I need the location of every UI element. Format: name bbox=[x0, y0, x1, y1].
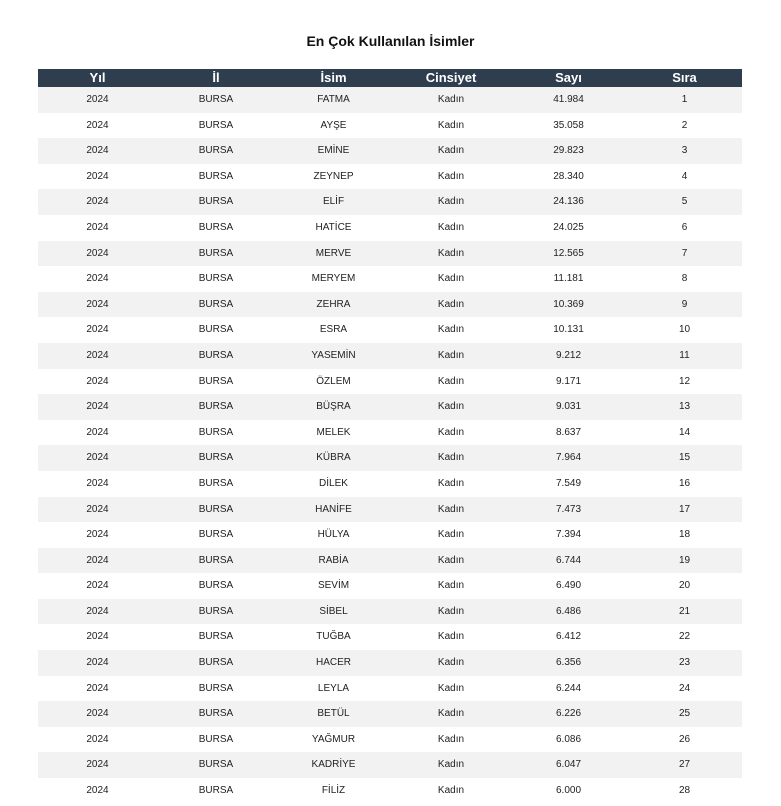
count-cell: 6.490 bbox=[510, 573, 627, 599]
city-cell: BURSA bbox=[157, 497, 275, 523]
name-cell: BÜŞRA bbox=[275, 394, 392, 420]
name-cell: ESRA bbox=[275, 317, 392, 343]
name-cell: HACER bbox=[275, 650, 392, 676]
gender-cell: Kadın bbox=[392, 727, 510, 753]
column-header-name: İsim bbox=[275, 69, 392, 87]
city-cell: BURSA bbox=[157, 650, 275, 676]
city-cell: BURSA bbox=[157, 317, 275, 343]
gender-cell: Kadın bbox=[392, 343, 510, 369]
column-header-city: İl bbox=[157, 69, 275, 87]
table-row bbox=[38, 369, 742, 395]
city-cell: BURSA bbox=[157, 676, 275, 702]
gender-cell: Kadın bbox=[392, 138, 510, 164]
gender-cell: Kadın bbox=[392, 394, 510, 420]
table-row bbox=[38, 138, 742, 164]
city-cell: BURSA bbox=[157, 394, 275, 420]
gender-cell: Kadın bbox=[392, 420, 510, 446]
year-cell: 2024 bbox=[38, 727, 157, 753]
table-row bbox=[38, 676, 742, 702]
rank-cell: 6 bbox=[627, 215, 742, 241]
city-cell: BURSA bbox=[157, 292, 275, 318]
year-cell: 2024 bbox=[38, 650, 157, 676]
table-row bbox=[38, 701, 742, 727]
year-cell: 2024 bbox=[38, 445, 157, 471]
year-cell: 2024 bbox=[38, 752, 157, 778]
rank-cell: 13 bbox=[627, 394, 742, 420]
table-header bbox=[38, 69, 742, 87]
table-row bbox=[38, 189, 742, 215]
year-cell: 2024 bbox=[38, 87, 157, 113]
gender-cell: Kadın bbox=[392, 778, 510, 804]
gender-cell: Kadın bbox=[392, 369, 510, 395]
gender-cell: Kadın bbox=[392, 215, 510, 241]
page-title: En Çok Kullanılan İsimler bbox=[306, 33, 475, 49]
rank-cell: 25 bbox=[627, 701, 742, 727]
year-cell: 2024 bbox=[38, 113, 157, 139]
count-cell: 9.171 bbox=[510, 369, 627, 395]
table-row bbox=[38, 548, 742, 574]
rank-cell: 20 bbox=[627, 573, 742, 599]
table-row bbox=[38, 650, 742, 676]
table-row bbox=[38, 471, 742, 497]
count-cell: 9.212 bbox=[510, 343, 627, 369]
count-cell: 6.226 bbox=[510, 701, 627, 727]
table-row bbox=[38, 522, 742, 548]
year-cell: 2024 bbox=[38, 292, 157, 318]
gender-cell: Kadın bbox=[392, 445, 510, 471]
gender-cell: Kadın bbox=[392, 292, 510, 318]
city-cell: BURSA bbox=[157, 215, 275, 241]
count-cell: 11.181 bbox=[510, 266, 627, 292]
names-table bbox=[38, 69, 742, 804]
table-row bbox=[38, 394, 742, 420]
city-cell: BURSA bbox=[157, 701, 275, 727]
count-cell: 35.058 bbox=[510, 113, 627, 139]
city-cell: BURSA bbox=[157, 420, 275, 446]
count-cell: 10.369 bbox=[510, 292, 627, 318]
rank-cell: 3 bbox=[627, 138, 742, 164]
rank-cell: 11 bbox=[627, 343, 742, 369]
table-row bbox=[38, 266, 742, 292]
name-cell: HÜLYA bbox=[275, 522, 392, 548]
count-cell: 12.565 bbox=[510, 241, 627, 267]
count-cell: 6.047 bbox=[510, 752, 627, 778]
name-cell: BETÜL bbox=[275, 701, 392, 727]
rank-cell: 14 bbox=[627, 420, 742, 446]
name-cell: FATMA bbox=[275, 87, 392, 113]
city-cell: BURSA bbox=[157, 241, 275, 267]
rank-cell: 5 bbox=[627, 189, 742, 215]
table-header-row bbox=[38, 69, 742, 87]
table-body bbox=[38, 87, 742, 804]
city-cell: BURSA bbox=[157, 778, 275, 804]
gender-cell: Kadın bbox=[392, 752, 510, 778]
column-header-year: Yıl bbox=[38, 69, 157, 87]
rank-cell: 22 bbox=[627, 624, 742, 650]
name-cell: FİLİZ bbox=[275, 778, 392, 804]
name-cell: ELİF bbox=[275, 189, 392, 215]
gender-cell: Kadın bbox=[392, 624, 510, 650]
count-cell: 24.025 bbox=[510, 215, 627, 241]
count-cell: 6.486 bbox=[510, 599, 627, 625]
year-cell: 2024 bbox=[38, 573, 157, 599]
gender-cell: Kadın bbox=[392, 650, 510, 676]
city-cell: BURSA bbox=[157, 624, 275, 650]
city-cell: BURSA bbox=[157, 445, 275, 471]
city-cell: BURSA bbox=[157, 138, 275, 164]
rank-cell: 28 bbox=[627, 778, 742, 804]
count-cell: 6.000 bbox=[510, 778, 627, 804]
year-cell: 2024 bbox=[38, 369, 157, 395]
rank-cell: 7 bbox=[627, 241, 742, 267]
name-cell: TUĞBA bbox=[275, 624, 392, 650]
rank-cell: 18 bbox=[627, 522, 742, 548]
count-cell: 6.244 bbox=[510, 676, 627, 702]
year-cell: 2024 bbox=[38, 189, 157, 215]
year-cell: 2024 bbox=[38, 778, 157, 804]
name-cell: HATİCE bbox=[275, 215, 392, 241]
year-cell: 2024 bbox=[38, 138, 157, 164]
count-cell: 9.031 bbox=[510, 394, 627, 420]
name-cell: SEVİM bbox=[275, 573, 392, 599]
table-row bbox=[38, 778, 742, 804]
year-cell: 2024 bbox=[38, 599, 157, 625]
city-cell: BURSA bbox=[157, 343, 275, 369]
year-cell: 2024 bbox=[38, 624, 157, 650]
name-cell: ÖZLEM bbox=[275, 369, 392, 395]
count-cell: 8.637 bbox=[510, 420, 627, 446]
name-cell: EMİNE bbox=[275, 138, 392, 164]
year-cell: 2024 bbox=[38, 676, 157, 702]
count-cell: 24.136 bbox=[510, 189, 627, 215]
rank-cell: 9 bbox=[627, 292, 742, 318]
gender-cell: Kadın bbox=[392, 317, 510, 343]
table-row bbox=[38, 445, 742, 471]
year-cell: 2024 bbox=[38, 266, 157, 292]
count-cell: 7.549 bbox=[510, 471, 627, 497]
city-cell: BURSA bbox=[157, 752, 275, 778]
name-cell: MELEK bbox=[275, 420, 392, 446]
city-cell: BURSA bbox=[157, 599, 275, 625]
table-row bbox=[38, 420, 742, 446]
year-cell: 2024 bbox=[38, 548, 157, 574]
gender-cell: Kadın bbox=[392, 164, 510, 190]
rank-cell: 15 bbox=[627, 445, 742, 471]
name-cell: YASEMİN bbox=[275, 343, 392, 369]
name-cell: RABİA bbox=[275, 548, 392, 574]
year-cell: 2024 bbox=[38, 497, 157, 523]
name-cell: YAĞMUR bbox=[275, 727, 392, 753]
city-cell: BURSA bbox=[157, 548, 275, 574]
gender-cell: Kadın bbox=[392, 113, 510, 139]
year-cell: 2024 bbox=[38, 215, 157, 241]
year-cell: 2024 bbox=[38, 471, 157, 497]
rank-cell: 8 bbox=[627, 266, 742, 292]
city-cell: BURSA bbox=[157, 522, 275, 548]
name-cell: KÜBRA bbox=[275, 445, 392, 471]
count-cell: 7.964 bbox=[510, 445, 627, 471]
name-cell: LEYLA bbox=[275, 676, 392, 702]
city-cell: BURSA bbox=[157, 471, 275, 497]
rank-cell: 21 bbox=[627, 599, 742, 625]
year-cell: 2024 bbox=[38, 317, 157, 343]
table-row bbox=[38, 87, 742, 113]
year-cell: 2024 bbox=[38, 241, 157, 267]
name-cell: HANİFE bbox=[275, 497, 392, 523]
city-cell: BURSA bbox=[157, 727, 275, 753]
rank-cell: 4 bbox=[627, 164, 742, 190]
city-cell: BURSA bbox=[157, 573, 275, 599]
year-cell: 2024 bbox=[38, 420, 157, 446]
table-row bbox=[38, 215, 742, 241]
city-cell: BURSA bbox=[157, 369, 275, 395]
name-cell: KADRİYE bbox=[275, 752, 392, 778]
column-header-gender: Cinsiyet bbox=[392, 69, 510, 87]
count-cell: 7.473 bbox=[510, 497, 627, 523]
city-cell: BURSA bbox=[157, 164, 275, 190]
gender-cell: Kadın bbox=[392, 241, 510, 267]
rank-cell: 2 bbox=[627, 113, 742, 139]
table-row bbox=[38, 343, 742, 369]
name-cell: MERYEM bbox=[275, 266, 392, 292]
name-cell: AYŞE bbox=[275, 113, 392, 139]
table-row bbox=[38, 727, 742, 753]
count-cell: 41.984 bbox=[510, 87, 627, 113]
year-cell: 2024 bbox=[38, 343, 157, 369]
rank-cell: 19 bbox=[627, 548, 742, 574]
city-cell: BURSA bbox=[157, 87, 275, 113]
gender-cell: Kadın bbox=[392, 522, 510, 548]
city-cell: BURSA bbox=[157, 113, 275, 139]
rank-cell: 17 bbox=[627, 497, 742, 523]
name-cell: ZEHRA bbox=[275, 292, 392, 318]
rank-cell: 24 bbox=[627, 676, 742, 702]
year-cell: 2024 bbox=[38, 164, 157, 190]
count-cell: 10.131 bbox=[510, 317, 627, 343]
rank-cell: 27 bbox=[627, 752, 742, 778]
table-row bbox=[38, 573, 742, 599]
gender-cell: Kadın bbox=[392, 471, 510, 497]
year-cell: 2024 bbox=[38, 394, 157, 420]
table-row bbox=[38, 624, 742, 650]
gender-cell: Kadın bbox=[392, 497, 510, 523]
count-cell: 6.086 bbox=[510, 727, 627, 753]
table-row bbox=[38, 752, 742, 778]
table-row bbox=[38, 113, 742, 139]
gender-cell: Kadın bbox=[392, 599, 510, 625]
rank-cell: 12 bbox=[627, 369, 742, 395]
name-cell: DİLEK bbox=[275, 471, 392, 497]
gender-cell: Kadın bbox=[392, 676, 510, 702]
rank-cell: 23 bbox=[627, 650, 742, 676]
gender-cell: Kadın bbox=[392, 266, 510, 292]
rank-cell: 10 bbox=[627, 317, 742, 343]
city-cell: BURSA bbox=[157, 189, 275, 215]
count-cell: 7.394 bbox=[510, 522, 627, 548]
column-header-rank: Sıra bbox=[627, 69, 742, 87]
gender-cell: Kadın bbox=[392, 548, 510, 574]
table-row bbox=[38, 164, 742, 190]
table-row bbox=[38, 292, 742, 318]
name-cell: ZEYNEP bbox=[275, 164, 392, 190]
name-cell: MERVE bbox=[275, 241, 392, 267]
count-cell: 29.823 bbox=[510, 138, 627, 164]
gender-cell: Kadın bbox=[392, 573, 510, 599]
count-cell: 6.744 bbox=[510, 548, 627, 574]
year-cell: 2024 bbox=[38, 701, 157, 727]
table-row bbox=[38, 317, 742, 343]
column-header-count: Sayı bbox=[510, 69, 627, 87]
city-cell: BURSA bbox=[157, 266, 275, 292]
count-cell: 28.340 bbox=[510, 164, 627, 190]
rank-cell: 1 bbox=[627, 87, 742, 113]
table-row bbox=[38, 241, 742, 267]
rank-cell: 16 bbox=[627, 471, 742, 497]
year-cell: 2024 bbox=[38, 522, 157, 548]
name-cell: SİBEL bbox=[275, 599, 392, 625]
gender-cell: Kadın bbox=[392, 701, 510, 727]
count-cell: 6.356 bbox=[510, 650, 627, 676]
rank-cell: 26 bbox=[627, 727, 742, 753]
gender-cell: Kadın bbox=[392, 87, 510, 113]
count-cell: 6.412 bbox=[510, 624, 627, 650]
table-row bbox=[38, 599, 742, 625]
gender-cell: Kadın bbox=[392, 189, 510, 215]
table-row bbox=[38, 497, 742, 523]
